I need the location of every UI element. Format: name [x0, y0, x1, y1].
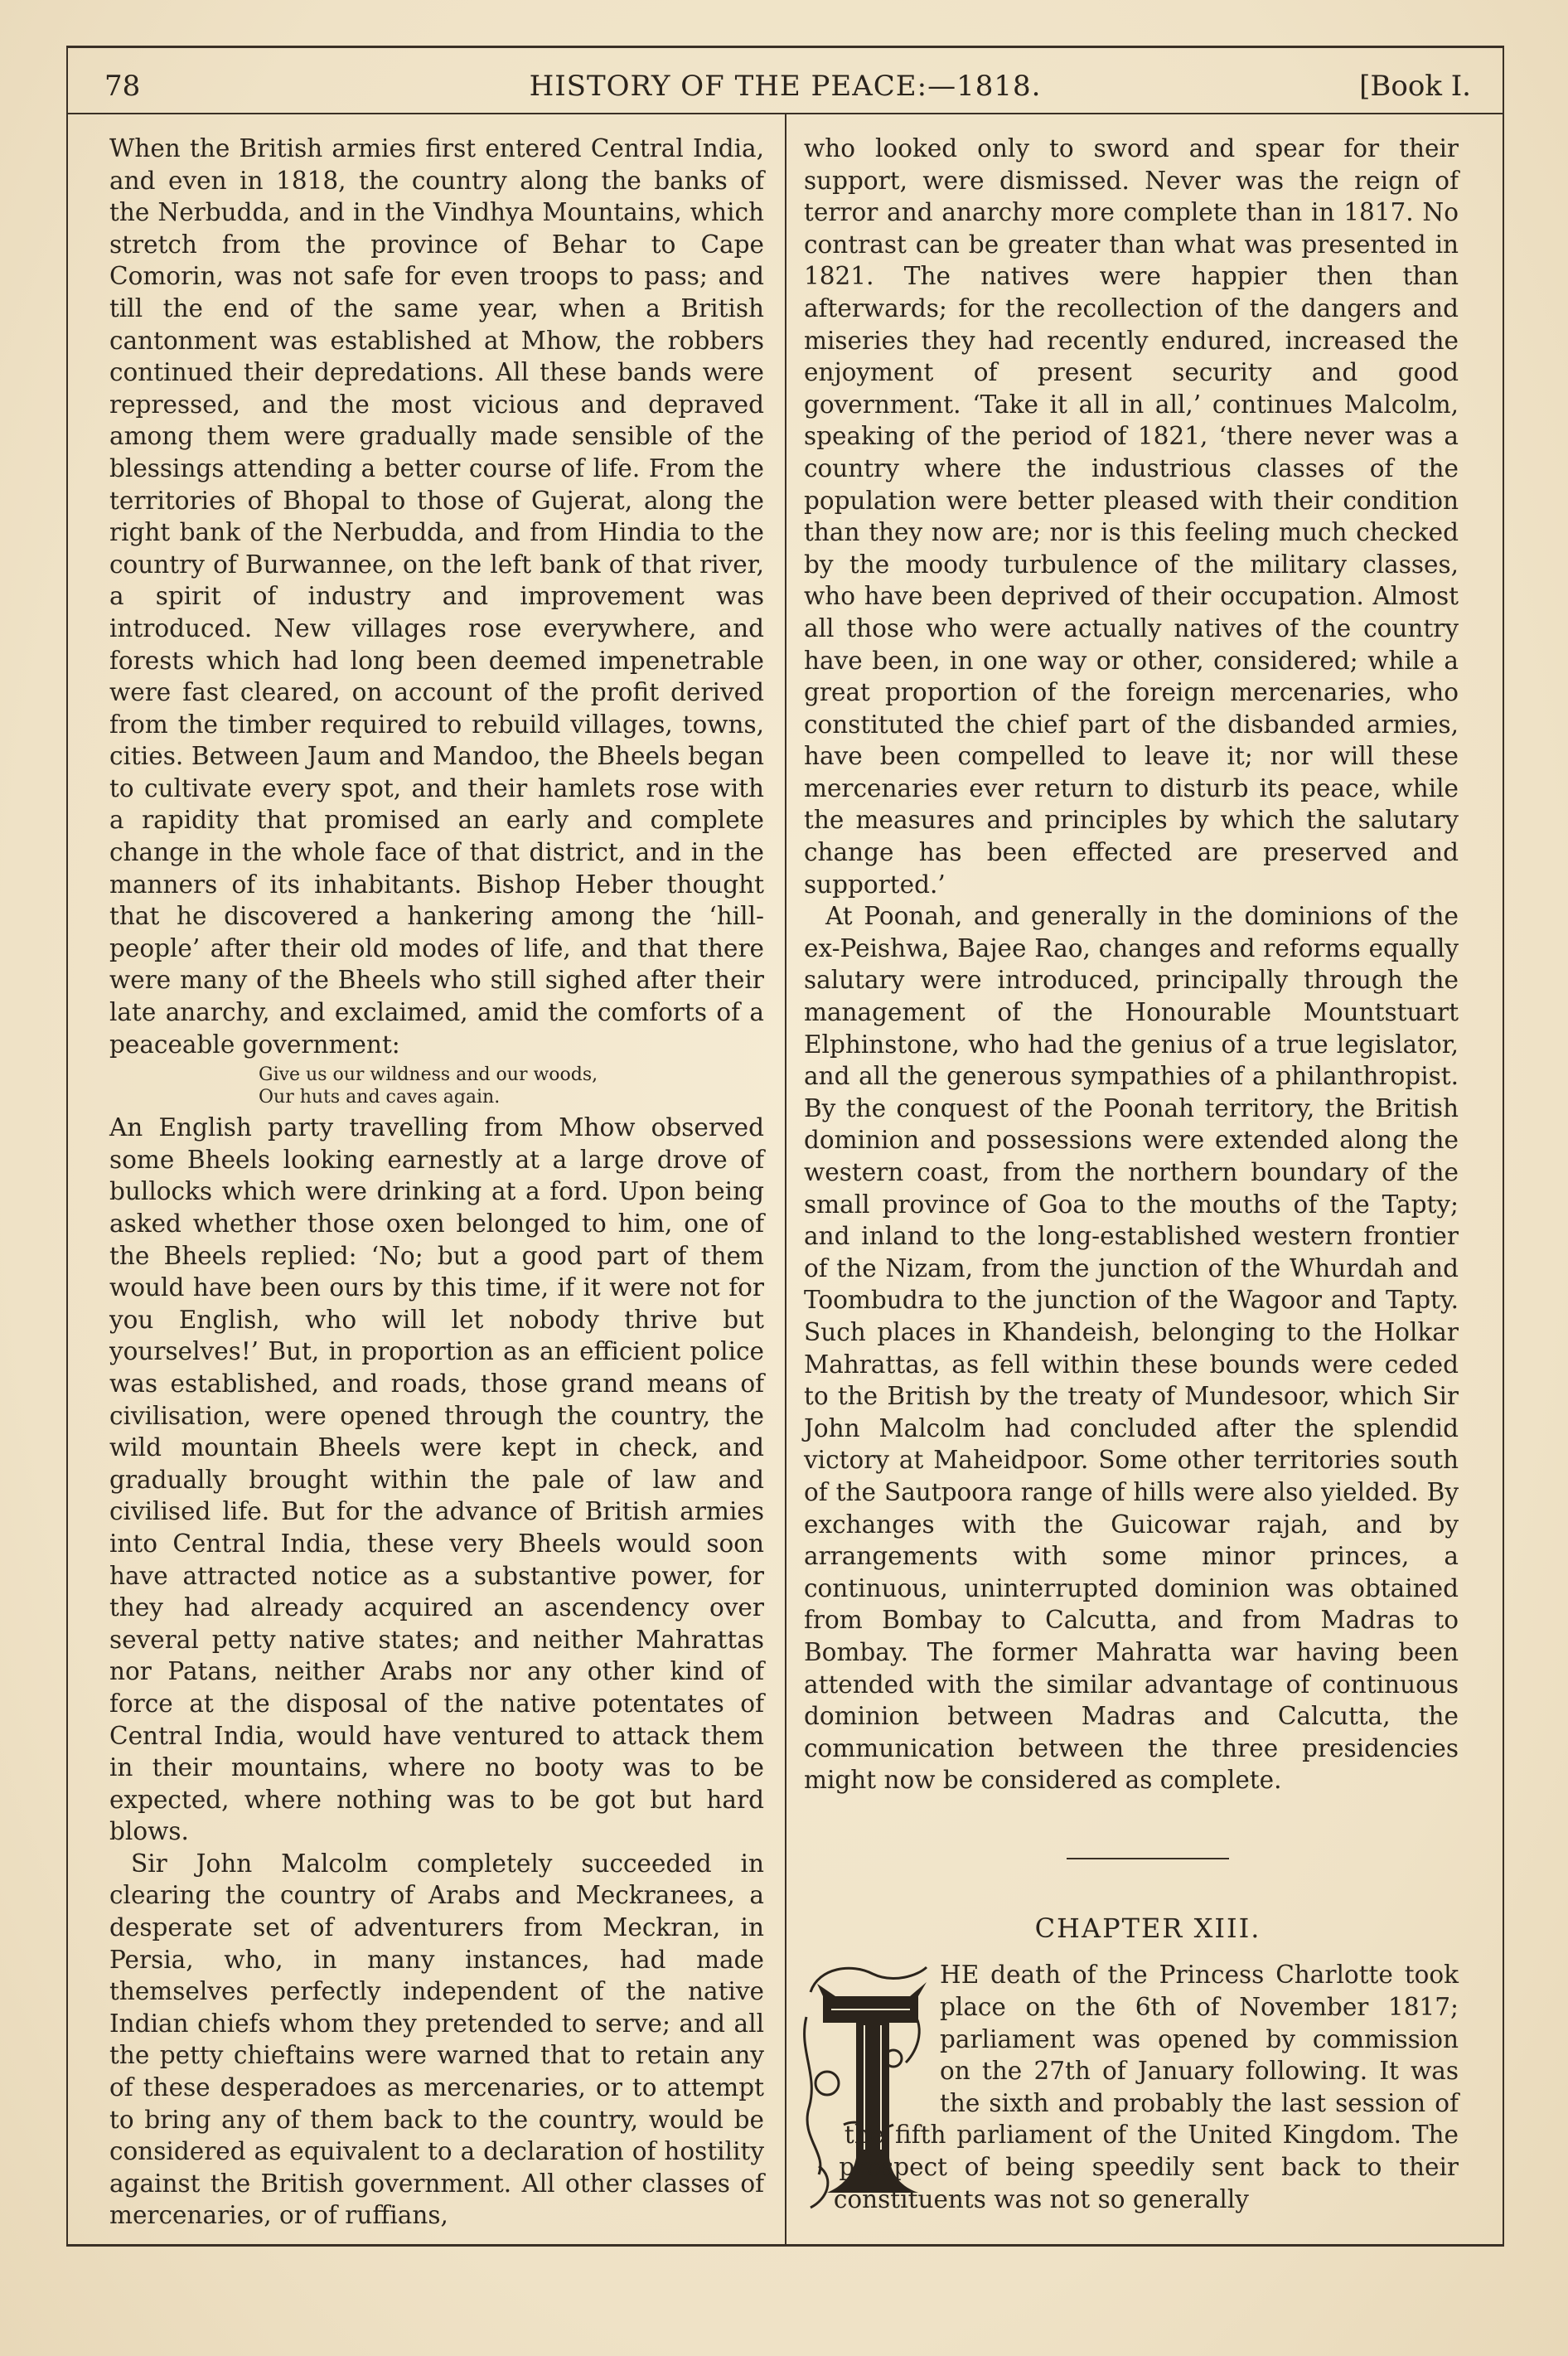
right-column: [804, 133, 1459, 2215]
running-header: [66, 66, 1504, 114]
left-column: [109, 133, 764, 2232]
verse-line: Give us our wildness and our woods,: [259, 1064, 598, 1086]
running-title: HISTORY OF THE PEACE:—1818.: [529, 70, 1042, 103]
paragraph: At Poonah, and generally in the dominions of the ex-Peishwa, Bajee Rao, changes and reforms equally salutary were introduced, principally through the management of the Honourable Mountstuart Elphinstone, who had the genius of a true legislator, and all the generous sympathies of a philanthropist. By the conquest of the Poonah territory, the British dominion and possessions were extended along the western coast, from the northern boundary of the small province of Goa to the mouths of the Tapty; and inland to the long-established western frontier of the Nizam, from the junction of the Whurdah and Toombudra to the junction of the Wagoor and Tapty. Such places in Khandeish, belonging to the Holkar Mahrattas, as fell within these bounds were ceded to the British by the treaty of Mundesoor, which Sir John Malcolm had concluded after the splendid victory at Maheidpoor. Some other territories south of the Sautpoora range of hills were also yielded. By exchanges with the Guicowar rajah, and by arrangements with some minor princes, a continuous, uninterrupted dominion was obtained from Bombay to Calcutta, and from Madras to Bombay. The former Mahratta war having been attended with the similar advantage of continuous dominion between Madras and Calcutta, the communication between the three presidencies might now be considered as complete.: [804, 902, 1459, 1795]
paragraph: An English party travelling from Mhow observed some Bheels looking earnestly at a large drove of bullocks which were drinking at a ford. Upon being asked whether those oxen belonged to him, one of the Bheels replied: ‘No; but a good part of them would have been ours by this time, if it were not for you English, who will let nobody thrive but yourselves!’ But, in proportion as an efficient police was established, and roads, those grand means of civilisation, were opened through the country, the wild mountain Bheels were kept in check, and gradually brought within the pale of law and civilised life. But for the advance of British armies into Central India, these very Bheels would soon have attracted notice as a substantive power, for they had already acquired an ascendency over several petty native states; and neither Mahrattas nor Patans, neither Arabs nor any other kind of force at the disposal of the native potentates of Central India, would have ventured to attack them in their mountains, where no booty was to be expected, where nothing was to be got but hard blows.: [109, 1113, 764, 1846]
page-number: 78: [104, 70, 141, 103]
paragraph: When the British armies first entered Central India, and even in 1818, the country along the banks of the Nerbudda, and in the Vindhya Mountains, which stretch from the province of Behar to Cape Comorin, was not safe for even troops to pass; and till the end of the same year, when a British cantonment was established at Mhow, the robbers continued their depredations. All these bands were repressed, and the most vicious and depraved among them were gradually made sensible of the blessings attending a better course of life. From the territories of Bhopal to those of Gujerat, along the right bank of the Nerbudda, and from Hindia to the country of Burwannee, on the left bank of that river, a spirit of industry and improvement was introduced. New villages rose everywhere, and forests which had long been deemed impenetrable were fast cleared, on account of the profit derived from the timber required to rebuild villages, towns, cities. Between Jaum and Mandoo, the Bheels began to cultivate every spot, and their hamlets rose with a rapidity that promised an early and complete change in the whole face of that district, and in the manners of its inhabitants. Bishop Heber thought that he discovered a hankering among the ‘hill-people’ after their old modes of life, and that there were many of the Bheels who still sighed after their late anarchy, and exclaimed, amid the comforts of a peaceable government:: [109, 134, 764, 1059]
paragraph: Sir John Malcolm completely succeeded in clearing the country of Arabs and Meckranees, a desperate set of adventurers from Meckran, in Persia, who, in many instances, had made themselves perfectly independent of the native Indian chiefs whom they pretended to serve; and all the petty chieftains were warned that to retain any of these desperadoes as mercenaries, or to attempt to bring any of them back to the country, would be considered as equivalent to a declaration of hostility against the British government. All other classes of mercenaries, or of ruffians,: [109, 1849, 764, 2230]
verse-line: Our huts and caves again.: [259, 1087, 501, 1108]
paragraph: who looked only to sword and spear for their support, were dismissed. Never was the reign of terror and anarchy more complete than in 1817. No contrast can be greater than what was presented in 1821. The natives were happier then than afterwards; for the recollection of the dangers and miseries they had recently endured, increased the enjoyment of present security and good government. ‘Take it all in all,’ continues Malcolm, speaking of the period of 1821, ‘there never was a country where the industrious classes of the population were better pleased with their condition than they now are; nor is this feeling much checked by the moody turbulence of the military classes, who have been deprived of their occupation. Almost all those who were actually natives of the country have been, in one way or other, considered; while a great proportion of the foreign mercenaries, who constituted the chief part of the disbanded armies, have been compelled to leave it; nor will these mercenaries ever return to disturb its peace, while the measures and principles by which the salutary change has been effected are preserved and supported.’: [804, 134, 1459, 899]
verse-quote: [259, 1064, 764, 1108]
chapter-heading: CHAPTER XIII.: [1034, 1912, 1261, 1944]
paragraph: HE death of the Princess Charlotte took place on the 6th of November 1817; parliament was opened by commission on the 27th of January following. It was the sixth and probably the last session of the fifth parliament of the United Kingdom. The prospect of being speedily sent back to their constituents was not so generally: [833, 1961, 1459, 2213]
section-rule: [1067, 1858, 1229, 1859]
column-divider: [785, 114, 786, 2247]
book-label: [Book I.: [1359, 70, 1471, 103]
chapter-opening: [804, 1959, 1459, 2215]
